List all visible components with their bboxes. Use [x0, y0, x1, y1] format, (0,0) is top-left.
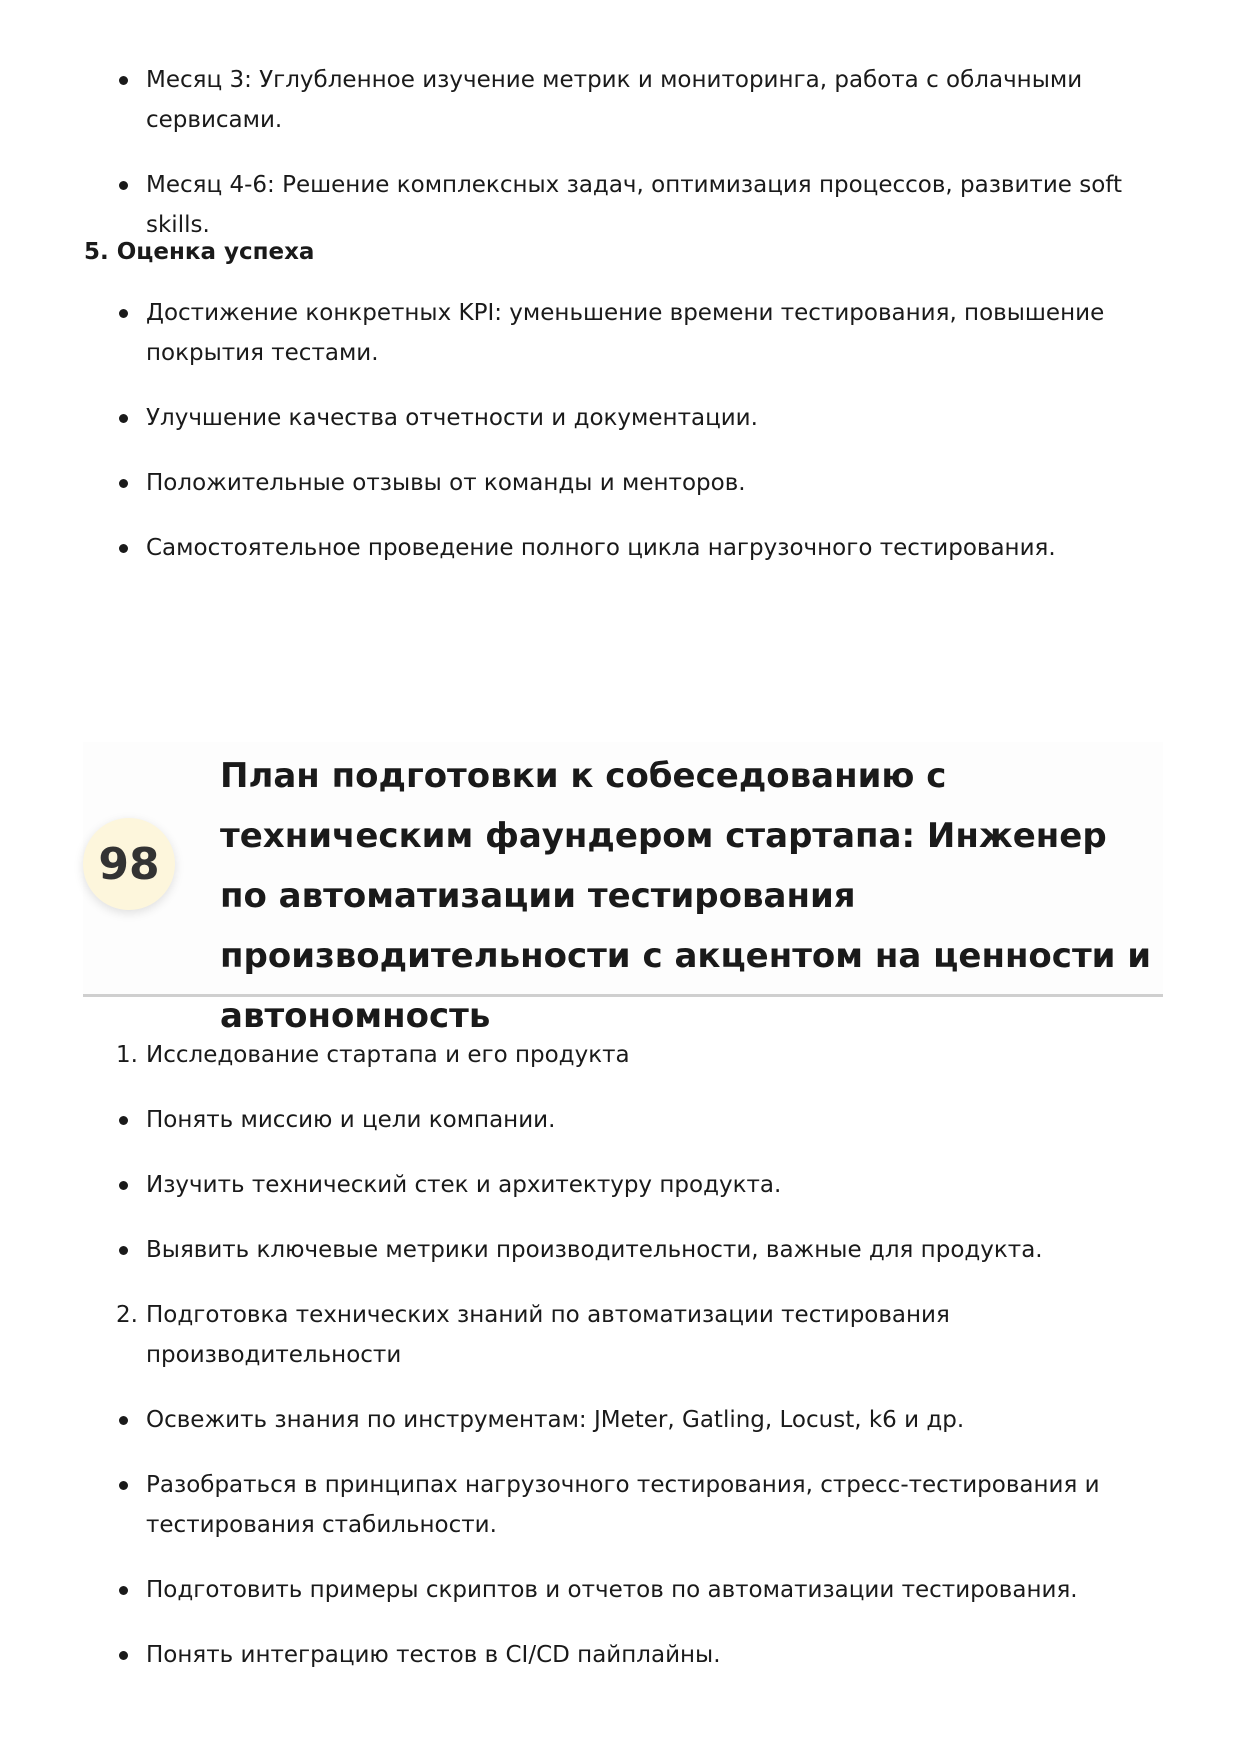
list-item: Месяц 4-6: Решение комплексных задач, оптимизация процессов, развитие soft skills.	[84, 165, 1164, 245]
step-number: 1.	[116, 1042, 138, 1068]
success-criteria-list	[84, 293, 1164, 593]
plan-step	[84, 1295, 1164, 1375]
list-item: Подготовить примеры скриптов и отчетов по автоматизации тестирования.	[84, 1570, 1164, 1610]
list-item: Изучить технический стек и архитектуру продукта.	[84, 1165, 1164, 1205]
step-text: Подготовка технических знаний по автоматизации тестирования производительности	[146, 1302, 950, 1368]
interview-plan-list	[84, 1035, 1164, 1700]
list-item: Самостоятельное проведение полного цикла нагрузочного тестирования.	[84, 528, 1164, 568]
list-item: Освежить знания по инструментам: JMeter, Gatling, Locust, k6 и др.	[84, 1400, 1164, 1440]
list-item: Улучшение качества отчетности и документации.	[84, 398, 1164, 438]
section-heading: 5. Оценка успеха	[84, 239, 315, 265]
chapter-header	[83, 742, 1163, 1036]
chapter-title: План подготовки к собеседованию с техническим фаундером стартапа: Инженер по автоматизации тестирования производительности с акцентом на ценности и автономность	[220, 756, 1152, 1036]
list-item: Понять интеграцию тестов в CI/CD пайплайны.	[84, 1635, 1164, 1675]
step-text: Исследование стартапа и его продукта	[146, 1042, 630, 1068]
list-item: Положительные отзывы от команды и менторов.	[84, 463, 1164, 503]
plan-step	[84, 1035, 1164, 1075]
list-item: Достижение конкретных KPI: уменьшение времени тестирования, повышение покрытия тестами.	[84, 293, 1164, 373]
list-item: Выявить ключевые метрики производительности, важные для продукта.	[84, 1230, 1164, 1270]
list-item: Разобраться в принципах нагрузочного тестирования, стресс-тестирования и тестирования стабильности.	[84, 1465, 1164, 1545]
chapter-number-badge: 98	[83, 818, 175, 910]
step-number: 2.	[116, 1302, 138, 1328]
list-item: Понять миссию и цели компании.	[84, 1100, 1164, 1140]
list-item: Месяц 3: Углубленное изучение метрик и мониторинга, работа с облачными сервисами.	[84, 60, 1164, 140]
